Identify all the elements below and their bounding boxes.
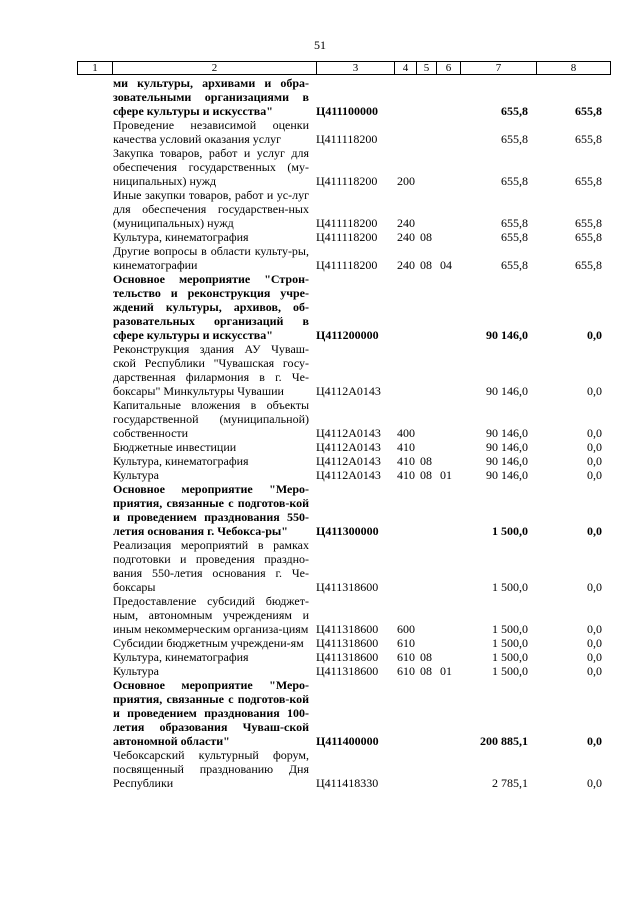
row-name: Основное мероприятие "Меро-приятия, связанные с подготов-кой и проведением празднования 550-летия основания г. Чебокса-ры": [113, 482, 309, 538]
row-name: Капитальные вложения в объекты государственной (муниципальной) собственности: [113, 398, 309, 440]
header-col-1: 1: [92, 62, 98, 74]
table-row: [0, 230, 640, 244]
row-rz: 08: [420, 664, 432, 678]
row-rz: 08: [420, 258, 432, 272]
row-value-2022: 655,8: [575, 258, 602, 272]
row-code: Ц411318600: [316, 664, 379, 678]
table-row: [0, 636, 640, 650]
row-code: Ц4112А0143: [316, 426, 381, 440]
row-value-2021: 90 146,0: [486, 426, 528, 440]
row-value-2021: 2 785,1: [492, 776, 528, 790]
row-vr: 410: [397, 440, 415, 454]
row-value-2022: 0,0: [587, 454, 602, 468]
row-pr: 01: [440, 468, 452, 482]
row-value-2021: 1 500,0: [492, 664, 528, 678]
budget-table-body: [0, 76, 640, 790]
row-value-2022: 655,8: [575, 104, 602, 118]
row-value-2022: 655,8: [575, 132, 602, 146]
row-value-2021: 655,8: [501, 132, 528, 146]
row-value-2022: 0,0: [587, 622, 602, 636]
table-row: [0, 594, 640, 636]
table-row: [0, 482, 640, 538]
table-row: [0, 76, 640, 118]
row-vr: 610: [397, 636, 415, 650]
row-name: Бюджетные инвестиции: [113, 440, 237, 454]
header-col-4: 4: [394, 62, 416, 74]
table-row: [0, 342, 640, 398]
header-col-7: 7: [460, 62, 536, 74]
row-name: Иные закупки товаров, работ и ус-луг для обеспечения государствен-ных (муниципальных) нужд: [113, 188, 309, 230]
row-value-2022: 0,0: [587, 776, 602, 790]
row-name: Предоставление субсидий бюджет-ным, автономным учреждениям и иным некоммерческим организа-циям: [113, 594, 309, 636]
row-rz: 08: [420, 650, 432, 664]
row-value-2021: 655,8: [501, 258, 528, 272]
row-value-2021: 1 500,0: [492, 636, 528, 650]
row-value-2022: 0,0: [587, 636, 602, 650]
header-col-6: 6: [436, 62, 460, 74]
row-vr: 240: [397, 216, 415, 230]
row-code: Ц411200000: [316, 328, 379, 342]
header-col-3: 3: [316, 62, 394, 74]
row-value-2022: 0,0: [587, 524, 602, 538]
header-col-2: 2: [112, 62, 316, 74]
row-code: Ц411318600: [316, 636, 379, 650]
table-row: [0, 272, 640, 342]
table-header: [77, 61, 611, 75]
table-row: [0, 146, 640, 188]
row-name: Закупка товаров, работ и услуг для обеспечения государственных (му-ниципальных) нужд: [113, 146, 309, 188]
row-value-2021: 90 146,0: [486, 328, 528, 342]
row-value-2022: 0,0: [587, 734, 602, 748]
row-value-2022: 655,8: [575, 216, 602, 230]
row-value-2021: 655,8: [501, 230, 528, 244]
row-vr: 600: [397, 622, 415, 636]
row-rz: 08: [420, 454, 432, 468]
row-value-2021: 655,8: [501, 174, 528, 188]
row-code: Ц4112А0143: [316, 384, 381, 398]
header-col-5: 5: [416, 62, 436, 74]
row-vr: 240: [397, 230, 415, 244]
row-value-2022: 0,0: [587, 384, 602, 398]
row-code: Ц411300000: [316, 524, 379, 538]
row-pr: 01: [440, 664, 452, 678]
row-vr: 610: [397, 650, 415, 664]
row-code: Ц4112А0143: [316, 440, 381, 454]
row-code: Ц411118200: [316, 174, 378, 188]
table-row: [0, 454, 640, 468]
table-row: [0, 468, 640, 482]
row-pr: 04: [440, 258, 452, 272]
row-name: Реконструкция здания АУ Чуваш-ской Республики "Чувашская госу-дарственная филармония в г. Че-боксары" Минкультуры Чувашии: [113, 342, 309, 398]
row-code: Ц411418330: [316, 776, 379, 790]
row-rz: 08: [420, 230, 432, 244]
table-row: [0, 398, 640, 440]
row-value-2022: 0,0: [587, 440, 602, 454]
row-value-2022: 0,0: [587, 468, 602, 482]
table-row: [0, 188, 640, 230]
row-code: Ц411318600: [316, 650, 379, 664]
row-name: Культура, кинематография: [113, 230, 249, 244]
row-value-2021: 655,8: [501, 104, 528, 118]
row-value-2021: 90 146,0: [486, 384, 528, 398]
page-number: 51: [314, 38, 326, 52]
row-code: Ц411100000: [316, 104, 379, 118]
row-value-2021: 200 885,1: [480, 734, 528, 748]
row-value-2021: 90 146,0: [486, 454, 528, 468]
row-value-2021: 1 500,0: [492, 580, 528, 594]
row-value-2022: 0,0: [587, 426, 602, 440]
table-row: [0, 748, 640, 790]
row-vr: 410: [397, 468, 415, 482]
table-row: [0, 244, 640, 272]
row-name: Основное мероприятие "Строн-тельство и реконструкция учре-ждений культуры, архивов, об-разовательных организаций в сфере культуры и искусства": [113, 272, 309, 342]
row-code: Ц4112А0143: [316, 468, 381, 482]
row-code: Ц411118200: [316, 258, 378, 272]
header-col-8: 8: [536, 62, 610, 74]
row-rz: 08: [420, 468, 432, 482]
row-code: Ц4112А0143: [316, 454, 381, 468]
table-row: [0, 538, 640, 594]
row-value-2021: 1 500,0: [492, 524, 528, 538]
row-name: Проведение независимой оценки качества условий оказания услуг: [113, 118, 309, 146]
table-row: [0, 678, 640, 748]
row-name: Культура, кинематография: [113, 454, 249, 468]
row-name: Культура: [113, 468, 159, 482]
row-vr: 400: [397, 426, 415, 440]
row-value-2021: 90 146,0: [486, 440, 528, 454]
table-row: [0, 118, 640, 146]
row-value-2021: 1 500,0: [492, 622, 528, 636]
row-value-2022: 0,0: [587, 328, 602, 342]
row-code: Ц411118200: [316, 230, 378, 244]
row-value-2021: 1 500,0: [492, 650, 528, 664]
row-vr: 410: [397, 454, 415, 468]
row-value-2022: 0,0: [587, 664, 602, 678]
row-name: Культура: [113, 664, 159, 678]
table-row: [0, 440, 640, 454]
row-vr: 200: [397, 174, 415, 188]
row-vr: 240: [397, 258, 415, 272]
row-name: ми культуры, архивами и обра-зовательными организациями в сфере культуры и искусства": [113, 76, 309, 118]
row-name: Субсидии бюджетным учреждени-ям: [113, 636, 304, 650]
row-name: Чебоксарский культурный форум, посвященный празднованию Дня Республики: [113, 748, 309, 790]
table-row: [0, 664, 640, 678]
row-name: Основное мероприятие "Меро-приятия, связанные с подготов-кой и проведением празднования 100-летия образования Чуваш-ской автономной области": [113, 678, 309, 748]
row-value-2021: 90 146,0: [486, 468, 528, 482]
row-code: Ц411118200: [316, 216, 378, 230]
table-row: [0, 650, 640, 664]
row-name: Культура, кинематография: [113, 650, 249, 664]
row-value-2022: 0,0: [587, 580, 602, 594]
row-value-2022: 655,8: [575, 230, 602, 244]
row-code: Ц411118200: [316, 132, 378, 146]
row-value-2022: 0,0: [587, 650, 602, 664]
row-code: Ц411318600: [316, 580, 379, 594]
row-value-2021: 655,8: [501, 216, 528, 230]
row-value-2022: 655,8: [575, 174, 602, 188]
row-name: Реализация мероприятий в рамках подготовки и проведения праздно-вания 550-летия основания г. Че-боксары: [113, 538, 309, 594]
row-name: Другие вопросы в области культу-ры, кинематографии: [113, 244, 309, 272]
row-code: Ц411318600: [316, 622, 379, 636]
row-vr: 610: [397, 664, 415, 678]
row-code: Ц411400000: [316, 734, 379, 748]
